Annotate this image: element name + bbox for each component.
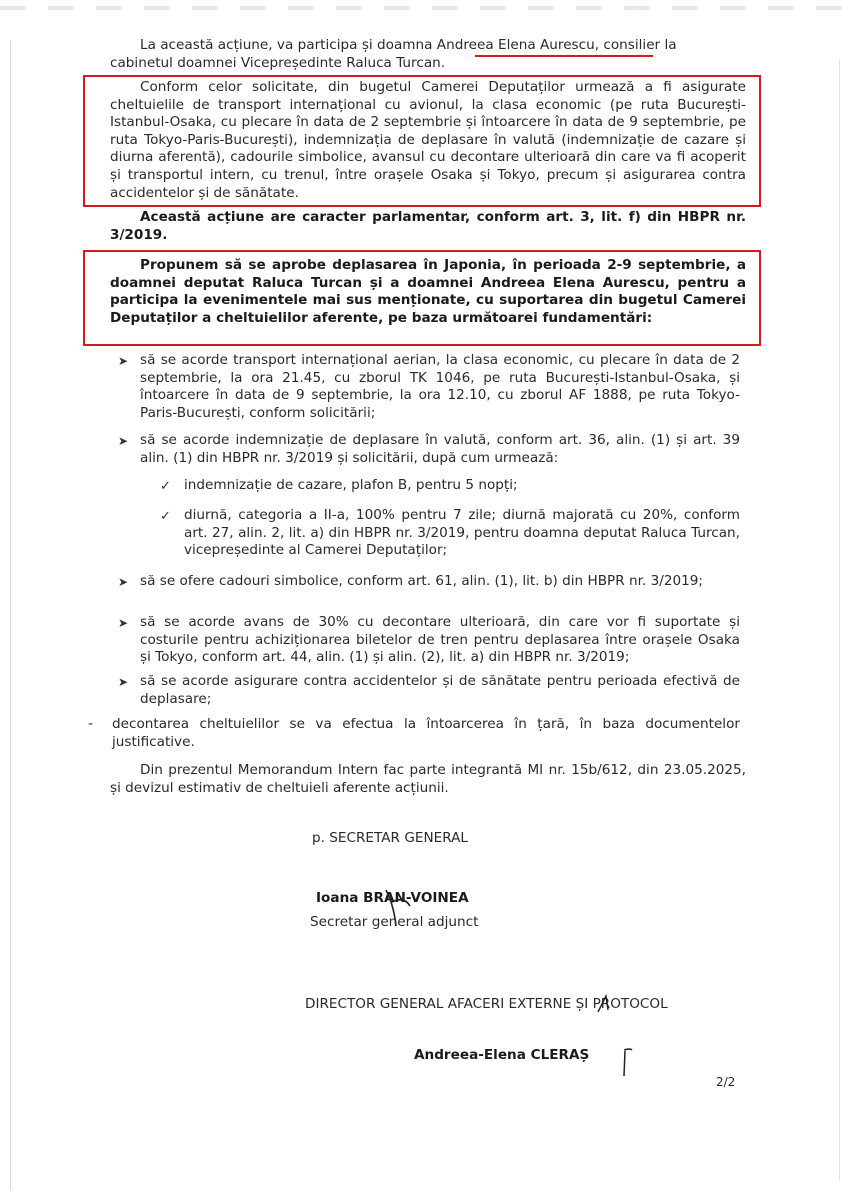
check-bullet-icon: ✓	[160, 479, 171, 494]
sub-item-per-diem: diurnă, categoria a II-a, 100% pentru 7 zile; diurnă majorată cu 20%, conform art. 27, alin. 2, lit. a) din HBPR nr. 3/2019, pentru doamna deputat Raluca Turcan, vicepreședinte al Camerei Deputaților;	[184, 507, 740, 559]
sub-item-accommodation: indemnizație de cazare, plafon B, pentru 5 nopți;	[184, 477, 518, 493]
paragraph-legal-basis: Această acțiune are caracter parlamentar, conform art. 3, lit. f) din HBPR nr. 3/2019.	[110, 209, 746, 243]
arrow-bullet-icon: ➤	[118, 575, 129, 589]
handwritten-signature-mark	[620, 1046, 634, 1080]
arrow-bullet-icon: ➤	[118, 354, 129, 368]
director-name: Andreea-Elena CLERAȘ	[414, 1047, 590, 1063]
arrow-bullet-icon: ➤	[118, 434, 129, 448]
scan-edge-left	[10, 40, 11, 1190]
paragraph-costs: Conform celor solicitate, din bugetul Camerei Deputaților urmează a fi asigurate cheltuielile de transport internațional cu avionul, la clasa economic (pe ruta București-Istanbul-Osaka, cu plecare în data de 2 septembrie și întoarcere în data de 9 septembrie, pe ruta Tokyo-Paris-București), indemnizația de deplasare în valută (indemnizație de cazare și diurna aferentă), cadourile simbolice, avansul cu decontare ulterioară din care va fi acoperit și transportul intern, cu trenul, între orașele Osaka și Tokyo, precum și asigurarea contra accidentelor și de sănătate.	[110, 79, 746, 201]
director-label: DIRECTOR GENERAL AFACERI EXTERNE ȘI PROTOCOL	[305, 996, 668, 1012]
secretary-name: Ioana BRAN-VOINEA	[316, 890, 469, 906]
bullet-gifts: să se ofere cadouri simbolice, conform art. 61, alin. (1), lit. b) din HBPR nr. 3/2019;	[140, 573, 703, 589]
scan-artifact	[0, 6, 846, 10]
paragraph-participant: La această acțiune, va participa și doamna Andreea Elena Aurescu, consilier la	[140, 37, 677, 53]
paragraph-participant-cont: cabinetul doamnei Vicepreședinte Raluca Turcan.	[110, 55, 446, 71]
paragraph-annexes: Din prezentul Memorandum Intern fac parte integrantă MI nr. 15b/612, din 23.05.2025, și devizul estimativ de cheltuieli aferente acțiunii.	[110, 762, 746, 796]
bullet-transport: să se acorde transport internațional aerian, la clasa economic, cu plecare în data de 2 septembrie, la ora 21.45, cu zborul TK 1046, pe ruta București-Istanbul-Osaka, și întoarcere în data de 9 septembrie, la ora 12.10, cu zborul AF 1888, pe ruta Tokyo-Paris-București, conform solicitării;	[140, 352, 740, 421]
dash-bullet: -	[88, 716, 94, 732]
handwritten-signature-mark	[380, 886, 420, 930]
secretary-label: p. SECRETAR GENERAL	[312, 830, 468, 846]
scan-edge-right	[839, 60, 840, 1180]
arrow-bullet-icon: ➤	[118, 616, 129, 630]
arrow-bullet-icon: ➤	[118, 675, 129, 689]
bullet-insurance: să se acorde asigurare contra accidentelor și de sănătate pentru perioada efectivă de deplasare;	[140, 673, 740, 707]
secretary-role: Secretar general adjunct	[310, 914, 479, 930]
check-bullet-icon: ✓	[160, 509, 171, 524]
page-number: 2/2	[716, 1075, 736, 1089]
bullet-advance: să se acorde avans de 30% cu decontare ulterioară, din care vor fi suportate și costurile pentru achiziționarea biletelor de tren pentru deplasarea între orașele Osaka și Tokyo, conform art. 44, alin. (1) și alin. (2), lit. a) din HBPR nr. 3/2019;	[140, 614, 740, 666]
paragraph-proposal: Propunem să se aprobe deplasarea în Japonia, în perioada 2-9 septembrie, a doamnei deputat Raluca Turcan și a doamnei Andreea Elena Aurescu, pentru a participa la evenimentele mai sus menționate, cu suportarea din bugetul Camerei Deputaților a cheltuielilor aferente, pe baza următoarei fundamentări:	[110, 257, 746, 326]
bullet-allowance: să se acorde indemnizație de deplasare în valută, conform art. 36, alin. (1) și art. 39 alin. (1) din HBPR nr. 3/2019 și solicitării, după cum urmează:	[140, 432, 740, 466]
handwritten-signature-mark	[594, 994, 624, 1016]
dash-item-settlement: decontarea cheltuielilor se va efectua la întoarcerea în țară, în baza documentelor justificative.	[112, 716, 740, 750]
